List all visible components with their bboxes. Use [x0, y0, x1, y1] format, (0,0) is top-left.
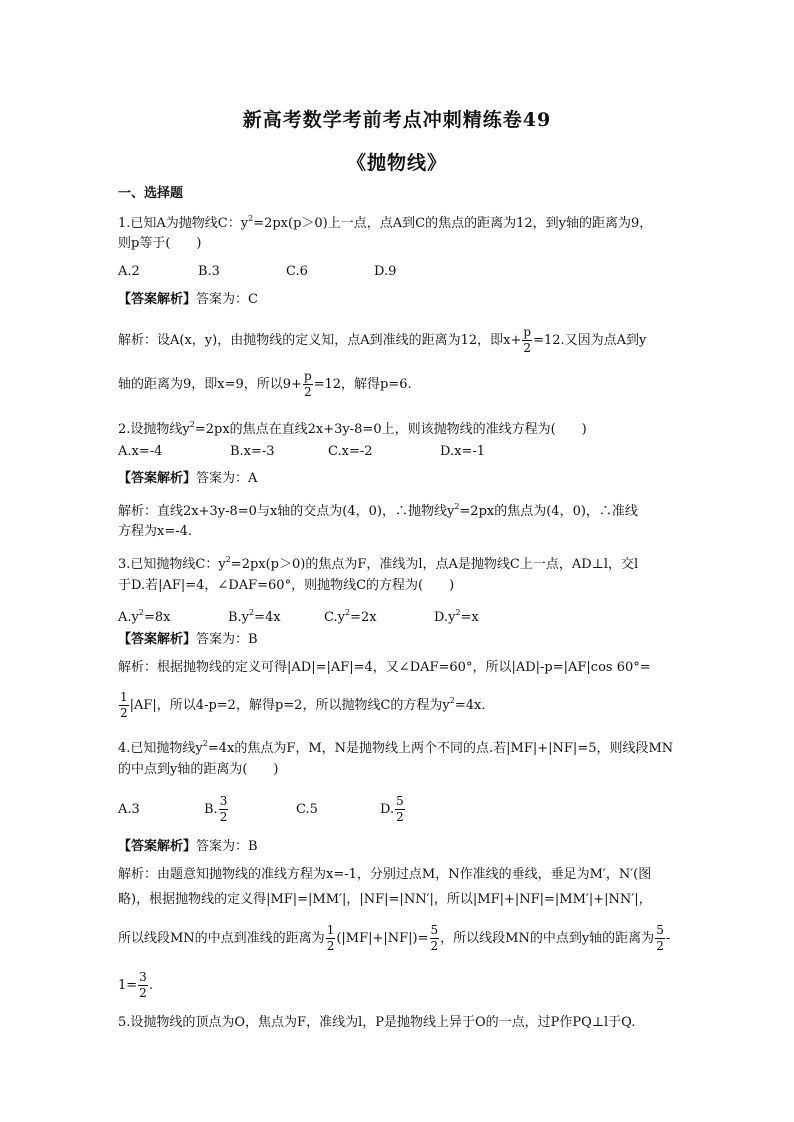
q1-solution-line2: 轴的距离为9，即x=9，所以9+ $\frac{p}{2}$ =12，解得p=6. — [118, 369, 412, 399]
q4-stem-line2: 的中点到y轴的距离为( ) — [118, 762, 279, 777]
q3-stem-line1: 3.已知抛物线C：$y^2=2px(p>0)$的焦点为F，准线为l，点A是抛物线C上一点，AD⊥l，交l — [118, 555, 639, 572]
q2-options — [118, 442, 700, 462]
q4-answer: 【答案解析】答案为：B — [118, 839, 258, 854]
document-subtitle: 《抛物线》 — [346, 152, 447, 174]
q4-option-b: B. $\frac{3}{2}$ — [204, 794, 228, 824]
fraction: $\frac{5}{2}$ — [656, 923, 664, 953]
q1-option-d: D.9 — [374, 264, 397, 279]
q1-option-c: C.6 — [286, 264, 308, 279]
q3-option-a: $A.y^2=8x$ — [118, 608, 171, 625]
fraction: $\frac{3}{2}$ — [139, 970, 147, 1000]
q2-option-c: C.x=-2 — [328, 444, 373, 459]
q4-solution-line1: 解析：由题意知抛物线的准线方程为x=-1，分别过点M，N作准线的垂线，垂足为M′，N′(图 — [118, 867, 652, 882]
fraction: $\frac{5}{2}$ — [430, 923, 439, 953]
q4-solution-line2: 略)，根据抛物线的定义得|MF|=|MM′|，|NF|=|NN′|，所以|MF|+|NF|=|MM′|+|NN′|， — [118, 892, 652, 907]
q4-option-a: A.3 — [118, 802, 140, 817]
q1-answer: 【答案解析】答案为：C — [118, 292, 258, 307]
q1-solution-line1: 解析：设A(x，y)，由抛物线的定义知，点A到准线的距离为12，即x+ $\frac{p}{2}$ =12.又因为点A到y — [118, 325, 647, 355]
q2-option-b: B.x=-3 — [230, 444, 275, 459]
q2-answer: 【答案解析】答案为：A — [118, 471, 258, 486]
q5-stem-line1: 5.设抛物线的顶点为O，焦点为F，准线为l，P是抛物线上异于O的一点，过P作PQ⊥l于Q. — [118, 1015, 636, 1030]
section-heading: 一、选择题 — [118, 186, 184, 201]
q3-answer: 【答案解析】答案为：B — [118, 632, 258, 647]
q2-stem-line1: 2.设抛物线$y^2=2px$的焦点在直线2x+3y-8=0上，则该抛物线的准线方程为( ) — [118, 420, 587, 437]
q3-option-c: $C.y^2=2x$ — [324, 608, 377, 625]
fraction: $\frac{p}{2}$ — [523, 325, 532, 355]
fraction: $\frac{1}{2}$ — [326, 923, 335, 953]
q3-solution-line1: 解析：根据抛物线的定义可得|AD|=|AF|=4，又∠DAF=60°，所以|AD|-p=|AF|cos 60°= — [118, 660, 651, 675]
fraction: $\frac{5}{2}$ — [396, 794, 404, 824]
q3-option-b: $B.y^2=4x$ — [228, 608, 281, 625]
q1-stem-line1: 1.已知A为抛物线C：$y^2=2px(p>0)$上一点，点A到C的焦点的距离为12，到y轴的距离为9， — [118, 214, 653, 231]
q1-options — [118, 262, 700, 282]
fraction: $\frac{3}{2}$ — [219, 794, 228, 824]
q2-option-d: D.x=-1 — [440, 444, 485, 459]
fraction: $\frac{1}{2}$ — [120, 690, 128, 720]
document-title: 新高考数学考前考点冲刺精练卷49 — [242, 109, 552, 131]
fraction: $\frac{p}{2}$ — [303, 369, 312, 399]
q4-option-c: C.5 — [296, 802, 318, 817]
q1-stem-line2: 则p等于( ) — [118, 236, 202, 251]
q4-solution-line3: 所以线段MN的中点到准线的距离为 $\frac{1}{2}$ (|MF|+|NF|)= $\frac{5}{2}$ ，所以线段MN的中点到y轴的距离为 $\frac{5}{2}$ - — [118, 923, 671, 953]
q4-solution-line4: 1= $\frac{3}{2}$ . — [118, 970, 153, 1000]
q4-stem-line1: 4.已知抛物线$y^2=4x$的焦点为F，M，N是抛物线上两个不同的点.若|MF|+|NF|=5，则线段MN — [118, 739, 674, 756]
q4-option-d: D. $\frac{5}{2}$ — [380, 794, 404, 824]
q1-option-a: A.2 — [118, 264, 140, 279]
q4-options — [118, 794, 700, 825]
q2-option-a: A.x=-4 — [118, 444, 163, 459]
q1-option-b: B.3 — [198, 264, 220, 279]
q3-options — [118, 603, 700, 628]
q3-solution-line2: $\frac{1}{2}$ |AF|，所以4-p=2，解得p=2，所以抛物线C的方程为$y^2=4x$. — [120, 690, 486, 720]
q3-stem-line2: 于D.若|AF|=4，∠DAF=60°，则抛物线C的方程为( ) — [118, 578, 455, 593]
q3-option-d: $D.y^2=x$ — [434, 608, 479, 625]
q2-solution-line2: 方程为x=-4. — [118, 524, 193, 539]
q2-solution-line1: 解析：直线2x+3y-8=0与x轴的交点为(4，0)，∴抛物线$y^2=2px$的焦点为(4，0)，∴准线 — [118, 502, 638, 519]
